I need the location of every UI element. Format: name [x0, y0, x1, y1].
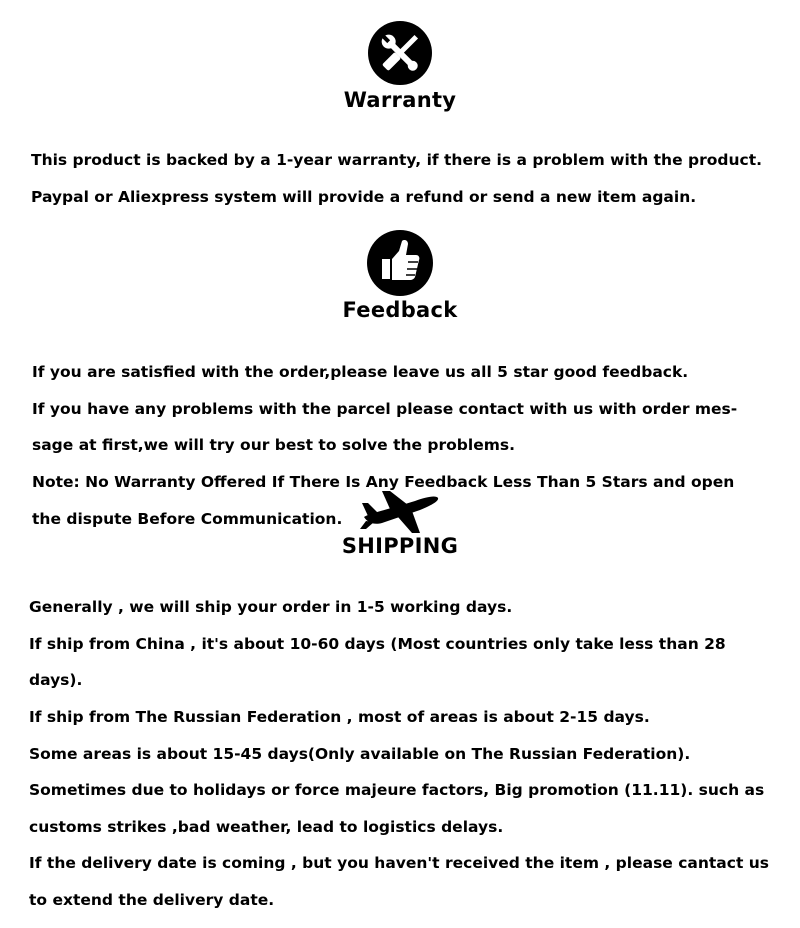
- shipping-line: customs strikes ,bad weather, lead to logistics delays.: [29, 817, 504, 836]
- shipping-line: Sometimes due to holidays or force majeure factors, Big promotion (11.11). such as: [29, 781, 765, 800]
- feedback-line: sage at first,we will try our best to solve the problems.: [32, 436, 515, 455]
- shipping-line: days).: [29, 671, 83, 690]
- feedback-line: Note: No Warranty Offered If There Is Any Feedback Less Than 5 Stars and open: [32, 473, 735, 492]
- thumbs-up-icon: [366, 229, 434, 301]
- warranty-line: Paypal or Aliexpress system will provide a refund or send a new item again.: [31, 187, 697, 206]
- feedback-line: the dispute Before Communication.: [32, 509, 343, 528]
- feedback-title: Feedback: [342, 298, 458, 322]
- shipping-line: Some areas is about 15-45 days(Only available on The Russian Federation).: [29, 744, 691, 763]
- shipping-line: If ship from China , it's about 10-60 days (Most countries only take less than 28: [29, 634, 726, 653]
- tools-icon: [367, 20, 433, 90]
- shipping-line: If ship from The Russian Federation , most of areas is about 2-15 days.: [29, 708, 650, 727]
- feedback-line: If you are satisfied with the order,please leave us all 5 star good feedback.: [32, 363, 689, 382]
- airplane-icon: [360, 489, 440, 539]
- shipping-title: SHIPPING: [341, 534, 459, 558]
- warranty-line: This product is backed by a 1-year warranty, if there is a problem with the product.: [31, 151, 763, 170]
- shipping-line: Generally , we will ship your order in 1-5 working days.: [29, 598, 513, 617]
- warranty-text: [31, 133, 791, 224]
- shipping-line: to extend the delivery date.: [29, 891, 275, 910]
- shipping-text: [29, 580, 791, 928]
- shipping-line: If the delivery date is coming , but you haven't received the item , please cantact us: [29, 854, 770, 873]
- warranty-title: Warranty: [343, 88, 457, 112]
- feedback-line: If you have any problems with the parcel please contact with us with order mes-: [32, 399, 738, 418]
